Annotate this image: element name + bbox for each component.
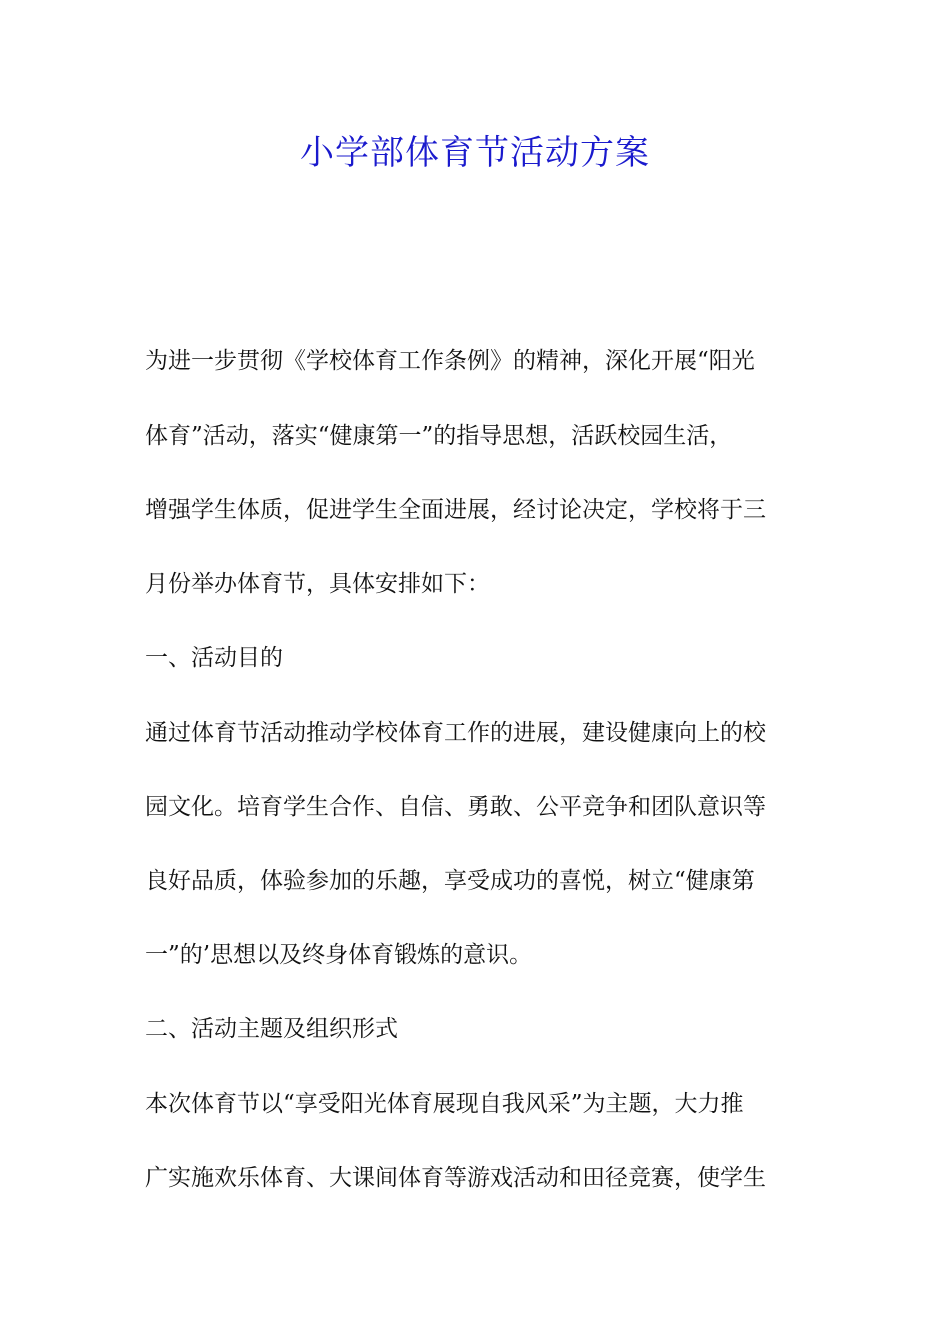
paragraph-line: 良好品质，体验参加的乐趣，享受成功的喜悦，树立“健康第 (145, 868, 755, 894)
paragraph-line: 本次体育节以“享受阳光体育展现自我风采”为主题，大力推 (145, 1091, 744, 1117)
document-title: 小学部体育节活动方案 (300, 133, 650, 173)
paragraph-line: 体育”活动，落实“健康第一”的指导思想，活跃校园生活， (145, 423, 733, 449)
section-heading-purpose: 一、活动目的 (145, 645, 283, 671)
paragraph-line: 园文化。培育学生合作、自信、勇敢、公平竞争和团队意识等 (145, 794, 766, 820)
paragraph-line: 通过体育节活动推动学校体育工作的进展，建设健康向上的校 (145, 720, 766, 746)
section-heading-theme: 二、活动主题及组织形式 (145, 1016, 398, 1042)
paragraph-line: 广实施欢乐体育、大课间体育等游戏活动和田径竞赛，使学生 (145, 1165, 766, 1191)
paragraph-line: 一”的’思想以及终身体育锻炼的意识。 (145, 942, 533, 968)
paragraph-line: 月份举办体育节，具体安排如下： (145, 571, 490, 597)
paragraph-line: 增强学生体质，促进学生全面进展，经讨论决定，学校将于三 (145, 497, 766, 523)
paragraph-line: 为进一步贯彻《学校体育工作条例》的精神，深化开展“阳光 (145, 348, 755, 374)
